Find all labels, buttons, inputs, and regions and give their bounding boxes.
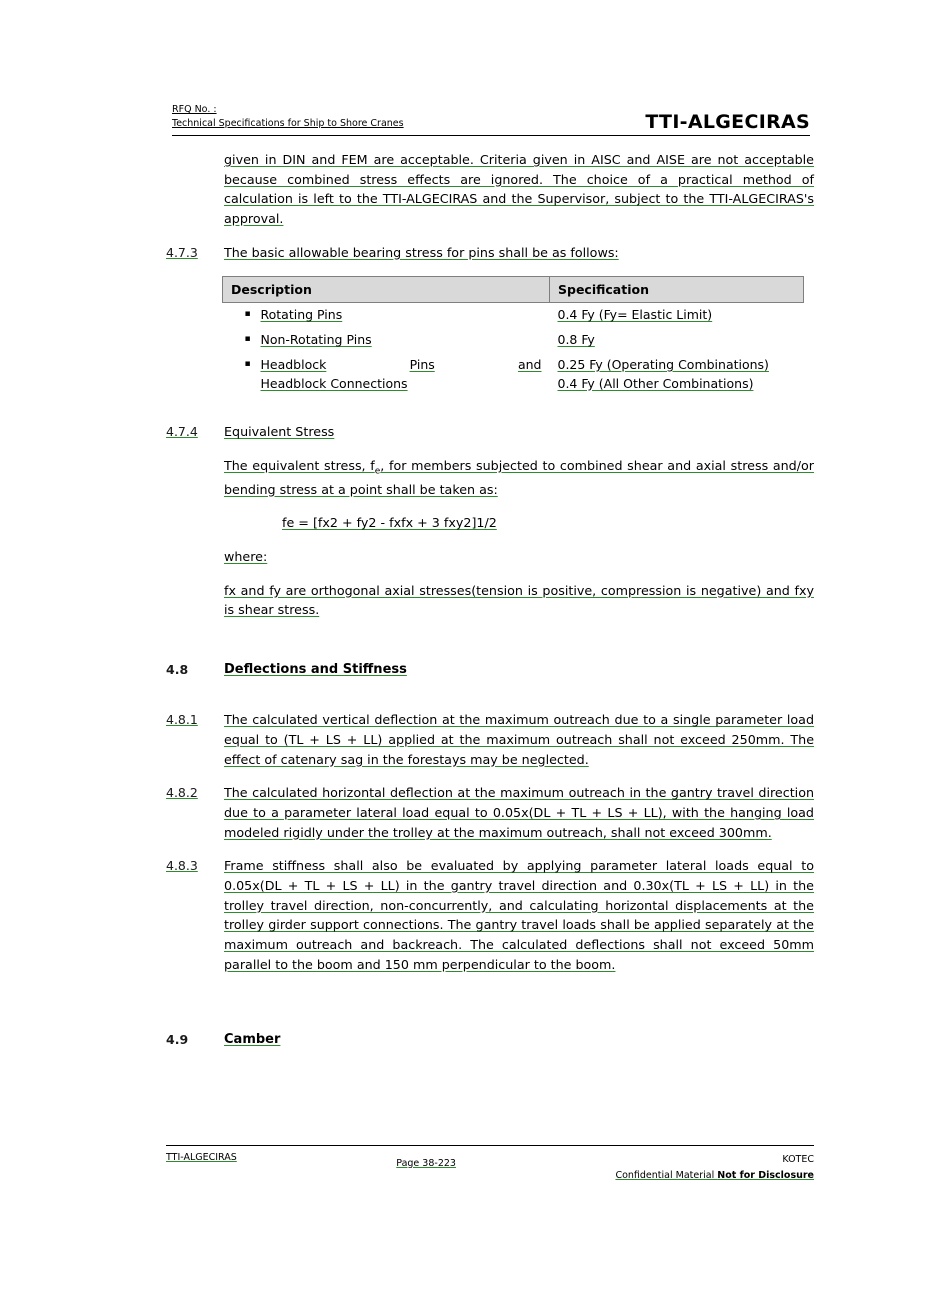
section-4-8-3: [166, 856, 814, 974]
section-text: The calculated horizontal deflection at the maximum outreach in the gantry travel direction due to a parameter lateral load equal to 0.05x(DL + TL + LS + LL), with the hanging load modeled rigidly under the trolley at the maximum outreach, shall not exceed 300mm.: [224, 785, 814, 840]
column-header-description: Description: [223, 277, 550, 303]
confidential-notice: [615, 1168, 814, 1184]
row-description-multiline: [261, 356, 542, 394]
bearing-stress-table: [222, 276, 804, 396]
cell-description: [223, 303, 550, 328]
symbol-definitions-row: [166, 581, 814, 620]
section-text: The calculated vertical deflection at the maximum outreach due to a single parameter load equal to (TL + LS + LL) applied at the maximum outreach shall not exceed 250mm. The effect of catenary sag in the forestays may be neglected.: [224, 712, 814, 767]
section-text: Frame stiffness shall also be evaluated by applying parameter lateral loads equal to 0.05x(DL + TL + LS + LL) in the gantry travel direction and 0.30x(TL + LS + LL) in the trolley travel direction, non-concurrently, and calculating horizontal displacements at the trolley girder support connections. The gantry travel loads shall be applied separately at the maximum outreach and backreach. The calculated deflections shall not exceed 50mm parallel to the boom and 150 mm perpendicular to the boom.: [224, 858, 814, 972]
cell-specification: [550, 353, 804, 397]
footer-divider: [166, 1145, 814, 1146]
paragraph-number-blank: [166, 547, 224, 567]
section-4-8-1: [166, 710, 814, 769]
table-head: [223, 277, 804, 303]
row-description-word-2: Pins: [409, 356, 435, 372]
footer-vendor: KOTEC: [782, 1154, 814, 1165]
spec-table: [222, 276, 804, 396]
section-text: The basic allowable bearing stress for pins shall be as follows:: [224, 244, 619, 260]
paragraph-number-blank: [166, 150, 224, 229]
row-specification: 0.8 Fy: [557, 332, 595, 348]
paragraph-intro: [166, 150, 814, 229]
section-heading-text: Deflections and Stiffness: [224, 662, 407, 678]
document-content: [166, 150, 814, 1065]
section-4-8-2: [166, 783, 814, 842]
cell-description: [223, 328, 550, 353]
footer-row: [166, 1152, 814, 1184]
row-specification-secondary: 0.4 Fy (All Other Combinations): [557, 375, 754, 391]
equivalent-stress-paragraph: [166, 456, 814, 499]
table-header-row: [223, 277, 804, 303]
row-description: Non-Rotating Pins: [260, 332, 372, 348]
paragraph-number-blank: [166, 581, 224, 620]
row-description-word-1: Headblock: [260, 356, 327, 372]
cell-description: [223, 353, 550, 397]
section-text: Equivalent Stress: [224, 424, 335, 440]
section-number: 4.7.3: [166, 244, 198, 260]
table-row: [223, 328, 804, 353]
header-row: [172, 103, 810, 133]
where-label: where:: [224, 548, 268, 564]
row-specification: 0.25 Fy (Operating Combinations): [557, 356, 769, 372]
cell-specification: [550, 328, 804, 353]
section-4-8-heading: [166, 660, 814, 680]
confidential-prefix: Confidential Material: [615, 1170, 718, 1182]
row-specification: 0.4 Fy (Fy= Elastic Limit): [557, 307, 713, 323]
section-number: 4.8: [166, 662, 189, 678]
section-number: 4.8.1: [166, 712, 198, 728]
page-footer: [166, 1145, 814, 1184]
header-divider: [172, 135, 810, 136]
section-number: 4.7.4: [166, 424, 198, 440]
equivalent-stress-text: [224, 456, 814, 499]
eq-subscript: e: [374, 466, 381, 477]
symbol-definitions-text: fx and fy are orthogonal axial stresses(tension is positive, compression is negative) and fxy is shear stress.: [224, 582, 814, 618]
table-row: [223, 353, 804, 397]
section-number: 4.9: [166, 1032, 189, 1048]
equivalent-stress-formula: fe = [fx2 + fy2 - fxfx + 3 fxy2]1/2: [282, 515, 497, 531]
row-description-line-2: Headblock Connections: [260, 375, 408, 391]
section-4-9-heading: [166, 1030, 814, 1050]
column-header-specification: Specification: [550, 277, 804, 303]
section-number: 4.8.2: [166, 785, 198, 801]
row-description-word-3: and: [517, 356, 542, 372]
table-body: [223, 303, 804, 397]
page-number: Page 38-223: [396, 1158, 456, 1169]
row-description: Rotating Pins: [260, 307, 343, 323]
bullet-icon: ▪: [244, 309, 251, 320]
technical-spec-title: Technical Specifications for Ship to Shore Cranes: [172, 117, 404, 129]
section-heading-text: Camber: [224, 1032, 281, 1048]
header-left-block: [172, 103, 404, 133]
footer-right-block: [615, 1152, 814, 1184]
paragraph-text: given in DIN and FEM are acceptable. Criteria given in AISC and AISE are not acceptable because combined stress effects are ignored. The choice of a practical method of calculation is left to the TTI-ALGECIRAS and the Supervisor, subject to the TTI-ALGECIRAS's approval.: [224, 152, 814, 227]
where-row: [166, 547, 814, 567]
section-4-7-3: [166, 243, 814, 263]
page-header: [172, 103, 810, 136]
bullet-icon: ▪: [244, 334, 251, 345]
confidential-bold: Not for Disclosure: [717, 1170, 814, 1182]
cell-specification: [550, 303, 804, 328]
rfq-number: RFQ No. :: [172, 104, 217, 115]
table-row: [223, 303, 804, 328]
company-name: TTI-ALGECIRAS: [645, 110, 810, 133]
eq-text-pre: The equivalent stress, f: [224, 458, 375, 474]
bullet-icon: ▪: [244, 358, 251, 369]
footer-company: TTI-ALGECIRAS: [166, 1152, 237, 1163]
eq-text-post: , for members subjected to combined shear and axial stress and/or bending stress at a point shall be taken as:: [224, 458, 814, 497]
paragraph-number-blank: [166, 456, 224, 499]
section-4-7-4: [166, 422, 814, 442]
section-number: 4.8.3: [166, 858, 198, 874]
